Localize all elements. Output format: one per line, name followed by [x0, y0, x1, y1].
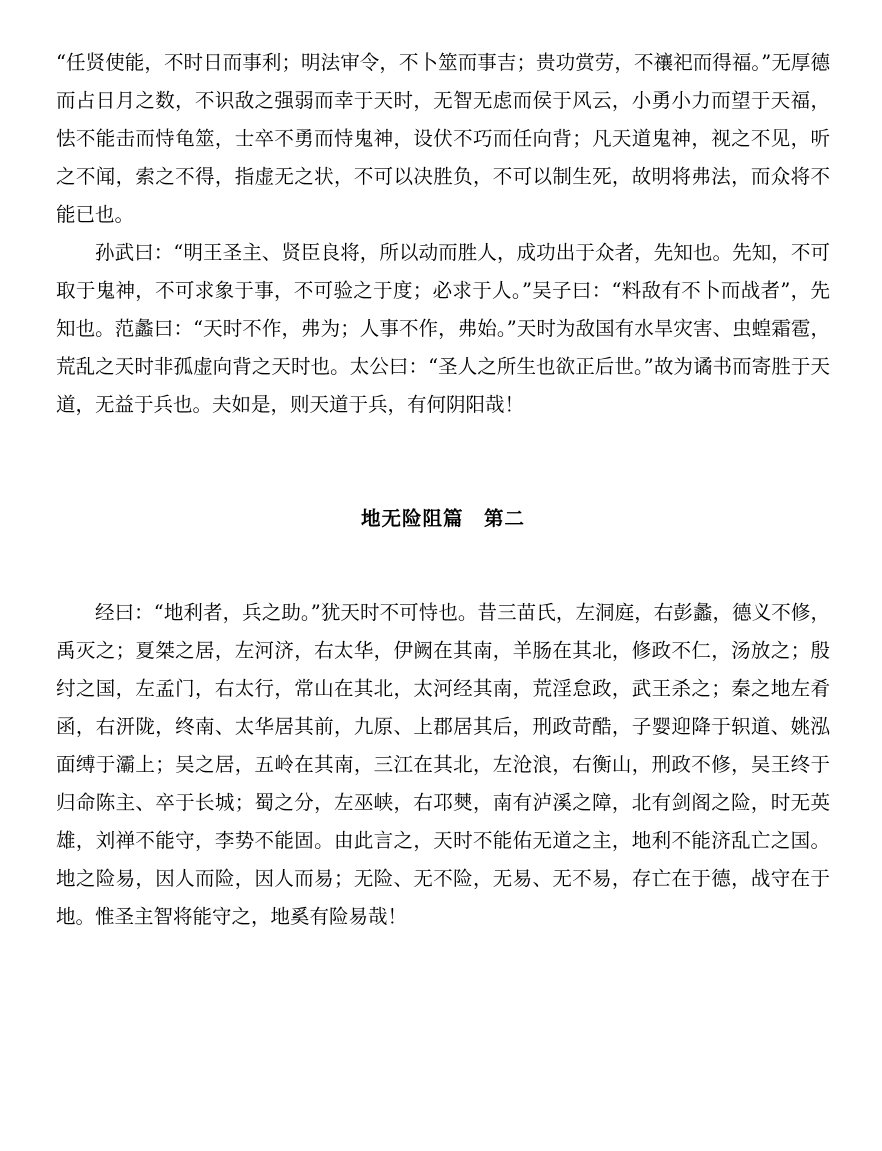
spacer-after-heading	[56, 538, 830, 594]
paragraph-2: 孙武曰：“明王圣主、贤臣良将，所以动而胜人，成功出于众者，先知也。先知，不可取于鬼神，不可求象于事，不可验之于度；必求于人。”吴子曰：“料敌有不卜而战者”，先知也。范蠡曰：“天时不作，弗为；人事不作，弗始。”天时为敌国有水旱灾害、虫蝗霜雹，荒乱之天时非孤虚向背之天时也。太公曰：“圣人之所生也欲正后世。”故为谲书而寄胜于天道，无益于兵也。夫如是，则天道于兵，有何阴阳哉！	[56, 241, 830, 416]
paragraph-1: “任贤使能，不时日而事利；明法审令，不卜筮而事吉；贵功赏劳，不禳祀而得福。”无厚德而占日月之数，不识敌之强弱而幸于天时，无智无虑而侯于风云，小勇小力而望于天福，怯不能击而恃龟筮，士卒不勇而恃鬼神，设伏不巧而任向背；凡天道鬼神，视之不见，听之不闻，索之不得，指虚无之状，不可以决胜负，不可以制生死，故明将弗法，而众将不能已也。	[56, 51, 830, 226]
spacer-before-heading	[56, 424, 830, 500]
section-heading: 地无险阻篇 第二	[360, 507, 525, 530]
paragraph-3: 经曰：“地利者，兵之助。”犹天时不可恃也。昔三苗氏，左洞庭，右彭蠡，德义不修，禹灭之；夏桀之居，左河济，右太华，伊阙在其南，羊肠在其北，修政不仁，汤放之；殷纣之国，左孟门，右太行，常山在其北，太河经其南，荒淫怠政，武王杀之；秦之地左肴函，右汧陇，终南、太华居其前，九原、上郡居其后，刑政苛酷，子婴迎降于轵道、姚泓面缚于灞上；吴之居，五岭在其南，三江在其北，左沧浪，右衡山，刑政不修，吴王终于归命陈主、卒于长城；蜀之分，左巫峡，右邛僰，南有泸溪之障，北有剑阁之险，时无英雄，刘禅不能守，李势不能固。由此言之，天时不能佑无道之主，地利不能济乱亡之国。地之险易，因人而险，因人而易；无险、无不险，无易、无不易，存亡在于德，战守在于地。惟圣主智将能守之，地奚有险易哉！	[56, 601, 830, 928]
document-body	[56, 44, 830, 936]
